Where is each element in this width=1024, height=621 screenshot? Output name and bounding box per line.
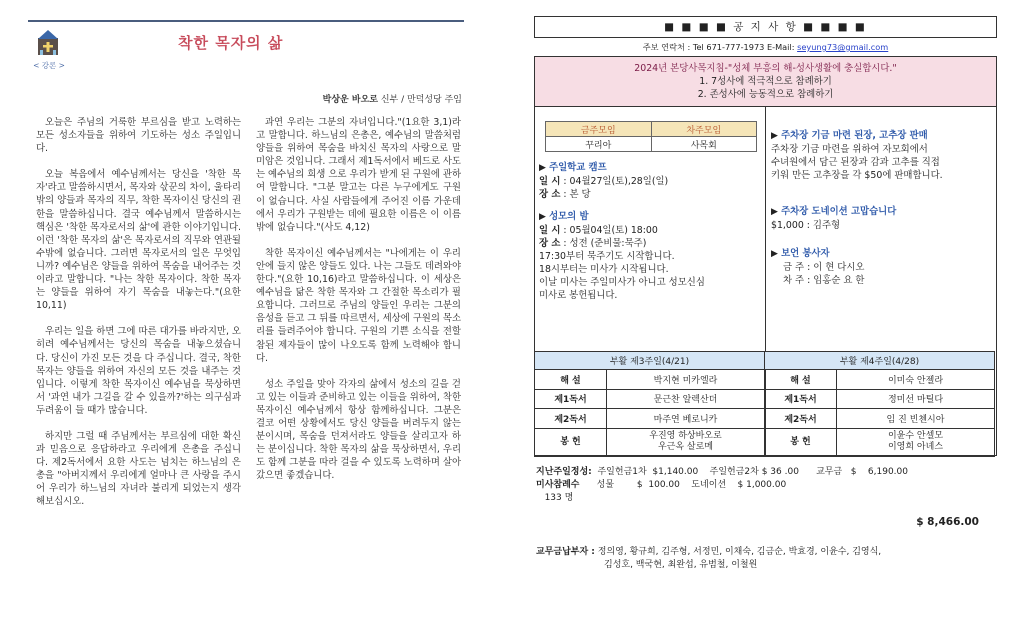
market-line: 수녀원에서 담근 된장과 감과 고추를 직접 <box>771 157 940 168</box>
night-date: : 05월04일(토) 18:00 <box>560 225 658 236</box>
night-line: 미사로 봉헌됩니다. <box>539 290 618 301</box>
offering-name: 우근옥 살로메 <box>657 442 714 452</box>
church-logo-icon <box>36 30 60 56</box>
market-title: 주차장 기금 마련 된장, 고추장 판매 <box>781 130 928 141</box>
meeting-table <box>545 121 757 152</box>
meeting-header: 금주모임 <box>546 122 652 137</box>
paragraph: 하지만 그럴 때 주님께서는 부르심에 대한 확신과 믿음으로 응답하라고 우리에게 은총을 주십니다. 제2독서에서 요한 사도는 넘치는 하느님의 은총을 "아버지께서 우리에게 얼마나 큰 사랑을 주시어 우리가 하느님의 자녀라 불리게 되었는지 생각해보십시오. <box>36 430 241 508</box>
name-cell: 박지현 미카엘라 <box>607 370 765 390</box>
donors-names: 정의영, 황규희, 김주형, 서정민, 이채숙, 김금순, 박효경, 이윤수, 김영식, <box>594 547 882 557</box>
theme-item: 2. 존성사에 능동적으로 참례하기 <box>697 89 834 100</box>
camp-date: : 04월27일(토),28일(일) <box>560 176 669 187</box>
homily-page <box>28 20 464 610</box>
week4-header: 부활 제4주일(4/28) <box>765 352 995 370</box>
night-line: 17:30부터 묵주기도 시작합니다. <box>539 251 675 262</box>
name-cell: 이미숙 안젤라 <box>837 370 995 390</box>
night-line: 18시부터는 미사가 시작됩니다. <box>539 264 669 275</box>
account-line <box>536 466 908 479</box>
date-label: 일 시 <box>539 225 561 236</box>
liturgy-schedule-table <box>534 351 995 457</box>
role-cell: 제1독서 <box>535 389 607 409</box>
donors-label: 교무금납부자 : <box>536 547 595 557</box>
paragraph: 착한 목자이신 예수님께서는 "나에게는 이 우리 안에 들지 않은 양들도 있다. 나는 그들도 데려와야 한다."(요한 10,16)라고 말씀하십니다. 이 세상은 예수님을 닮은 착한 목자와 그 간절한 목소리가 필요합니다. 그러므로 주님의 양들인 우리는 그분의 음성을 듣고 그 뒤를 따르면서, 세상에 구원의 목소리를 들려주어야 합니다. 구원의 기쁜 소식을 전할 참된 제자들이 많이 나오도록 함께 노력해야 합니다. <box>256 247 461 364</box>
pastoral-theme <box>535 57 996 107</box>
thanks-title: 주차장 도네이션 고맙습니다 <box>781 206 897 217</box>
bullet-triangle-icon: ▶ <box>771 249 782 259</box>
donation-thanks <box>771 205 993 232</box>
table-row <box>535 370 995 390</box>
cleaning-line: 차 주 : 임홍순 요 한 <box>783 275 865 286</box>
role-cell: 제1독서 <box>765 389 837 409</box>
table-row <box>535 409 995 429</box>
name-cell: 임 진 빈첸시아 <box>837 409 995 429</box>
author-name: 박상운 바오로 <box>322 95 378 105</box>
role-cell: 봉 헌 <box>765 428 837 456</box>
name-cell: 마주연 베로니카 <box>607 409 765 429</box>
place-label: 장 소 <box>539 238 561 249</box>
offering-name: 이영희 아녜스 <box>887 442 944 452</box>
account-label: 지난주일정성: <box>536 467 592 477</box>
night-place: : 성전 (준비물:묵주) <box>560 238 647 249</box>
week3-header: 부활 제3주일(4/21) <box>535 352 765 370</box>
homily-column-2 <box>256 116 461 495</box>
top-rule <box>28 20 464 22</box>
bullet-triangle-icon: ▶ <box>771 207 782 217</box>
market-notice <box>771 129 993 182</box>
theme-item: 1. 7성사에 적극적으로 참례하기 <box>699 76 832 87</box>
homily-title: 착한 목자의 삶 <box>178 34 284 52</box>
night-line: 이날 미사는 주일미사가 아니고 성모신심 <box>539 277 705 288</box>
theme-title: 2024년 본당사목지침-"성체 부흥의 해-성사생활에 충실합시다." <box>634 63 897 74</box>
contact-line <box>534 42 997 53</box>
table-row <box>535 389 995 409</box>
meeting-value: 꾸리아 <box>546 137 652 152</box>
thanks-line: $1,000 : 김주형 <box>771 220 841 231</box>
homily-column-1 <box>36 116 241 522</box>
author-role: 신부 / 만덕성당 주임 <box>377 95 462 105</box>
date-label: 일 시 <box>539 176 561 187</box>
meeting-header: 차주모임 <box>651 122 757 137</box>
paragraph: 오늘 복음에서 예수님께서는 당신을 '착한 목자'라고 말씀하시면서, 목자와 삯꾼의 차이, 울타리 밖의 양들과 목자의 직무, 착한 목자이신 당신의 권한을 말씀하십니다. 결국 예수님께서 말씀하시는 핵심은 '착한 목자로서의 삶'에 관한 이야기입니다. 이런 '착한 목자의 삶'은 목자로서의 직무와 연관될 수밖에 없습니다. 그러면 목자로서의 일은 무엇입니까? 예수님은 양들을 위하여 목숨을 내어주는 것이라고 말합니다. "나는 착한 목자이다. 착한 목자는 양들을 위하여 자기 목숨을 내놓는다."(요한 10,11) <box>36 169 241 312</box>
bullet-triangle-icon: ▶ <box>539 212 550 222</box>
cleaning-line: 금 주 : 이 현 다시오 <box>783 262 865 273</box>
bullet-triangle-icon: ▶ <box>771 131 782 141</box>
camp-place: : 본 당 <box>560 189 591 200</box>
market-line: 주차장 기금 마련을 위하여 자모회에서 <box>771 144 928 155</box>
notice-header: ■ ■ ■ ■ 공 지 사 항 ■ ■ ■ ■ <box>534 16 997 38</box>
role-cell: 해 설 <box>765 370 837 390</box>
market-line: 키워 만든 고추장을 각 $50에 판매합니다. <box>771 170 943 181</box>
homily-author <box>323 92 462 105</box>
paragraph: 성소 주일을 맞아 각자의 삶에서 성소의 길을 걷고 있는 이들과 준비하고 있는 이들을 위하여, 착한 목자이신 예수님께서 항상 함께하십니다. 그분은 결코 어떤 상황에서도 당신 양들을 버려두지 않는 분이시며, 목숨을 던져서라도 양들을 살리고자 하는 분이십니다. 착한 목자의 삶을 묵상하면서, 우리도 함께 그분을 따라 걸을 수 있도록 노력하며 살아갔으면 좋겠습니다. <box>256 378 461 482</box>
donor-list <box>536 546 996 572</box>
email-link[interactable]: seyung73@gmail.com <box>797 42 889 52</box>
offering-name: 우진영 하상바오로 <box>649 431 722 441</box>
paragraph: 오늘은 주님의 거룩한 부르심을 받고 노력하는 모든 성소자들을 위하여 기도하는 성소 주일입니다. <box>36 117 241 155</box>
name-cell <box>607 428 765 456</box>
camp-title: 주일학교 캠프 <box>549 162 607 173</box>
account-line <box>536 479 786 492</box>
marian-night-notice <box>539 210 763 302</box>
cleaning-notice <box>771 247 993 287</box>
name-cell <box>837 428 995 456</box>
bullet-triangle-icon: ▶ <box>539 163 550 173</box>
account-values: 성물 $ 100.00 도네이션 $ 1,000.00 <box>579 480 787 490</box>
logo-caption: < 강론 > <box>33 61 65 70</box>
camp-notice <box>539 161 761 201</box>
account-total: $ 8,466.00 <box>916 516 979 528</box>
cleaning-title: 보언 봉사자 <box>781 248 830 259</box>
role-cell: 제2독서 <box>535 409 607 429</box>
contact-text: 주보 연락처 : Tel 671-777-1973 E-Mail: <box>642 42 798 52</box>
paragraph: 우리는 일을 하면 그에 따른 대가를 바라지만, 오히려 예수님께서는 당신의 목숨을 내놓으셨습니다. 당신이 가진 모든 것을 다 주십니다. 결국, 착한 목자는 양들을 위하여 자신의 모든 것을 내주는 것입니다. 이렇게 착한 목자이신 예수님을 묵상하면서 '과연 내가 그길을 갈 수 있을까?'하는 의구심과 두려움이 들 때가 많습니다. <box>36 326 241 416</box>
name-cell: 문근찬 알렉산더 <box>607 389 765 409</box>
account-label: 미사참례수 <box>536 480 580 490</box>
account-values: 주일헌금1차 $1,140.00 주일헌금2차 $ 36 .00 교무금 $ 6,190.00 <box>591 467 909 477</box>
night-title: 성모의 밤 <box>549 211 589 222</box>
role-cell: 봉 헌 <box>535 428 607 456</box>
name-cell: 정미선 마틸다 <box>837 389 995 409</box>
role-cell: 제2독서 <box>765 409 837 429</box>
paragraph: 과연 우리는 그분의 자녀입니다."(1요한 3,1)라고 말합니다. 하느님의 은총은, 예수님의 말씀처럼 양들을 위하여 목숨을 바치신 목자의 사랑으로 말미암은 것입니다. 그래서 제1독서에서 베드로 사도는 예수님의 희생 으로 우리가 받게 된 구원에 관하여 말합니다. "그분 말고는 다른 누구에게도 구원이 없습니다. 사실 사람들에게 주어진 이름 가운데에서 우리가 구원받는 데에 필요한 이름은 이 이름밖에 없습니다."(사도 4,12) <box>256 117 461 233</box>
donors-names: 김성호, 백국현, 최완섭, 유범철, 이철원 <box>604 560 758 570</box>
notice-page <box>534 16 997 611</box>
meeting-value: 사목회 <box>651 137 757 152</box>
offering-name: 이윤수 안셀모 <box>887 431 944 441</box>
attendance-count: 133 명 <box>536 493 574 503</box>
place-label: 장 소 <box>539 189 561 200</box>
table-row <box>535 428 995 456</box>
role-cell: 해 설 <box>535 370 607 390</box>
